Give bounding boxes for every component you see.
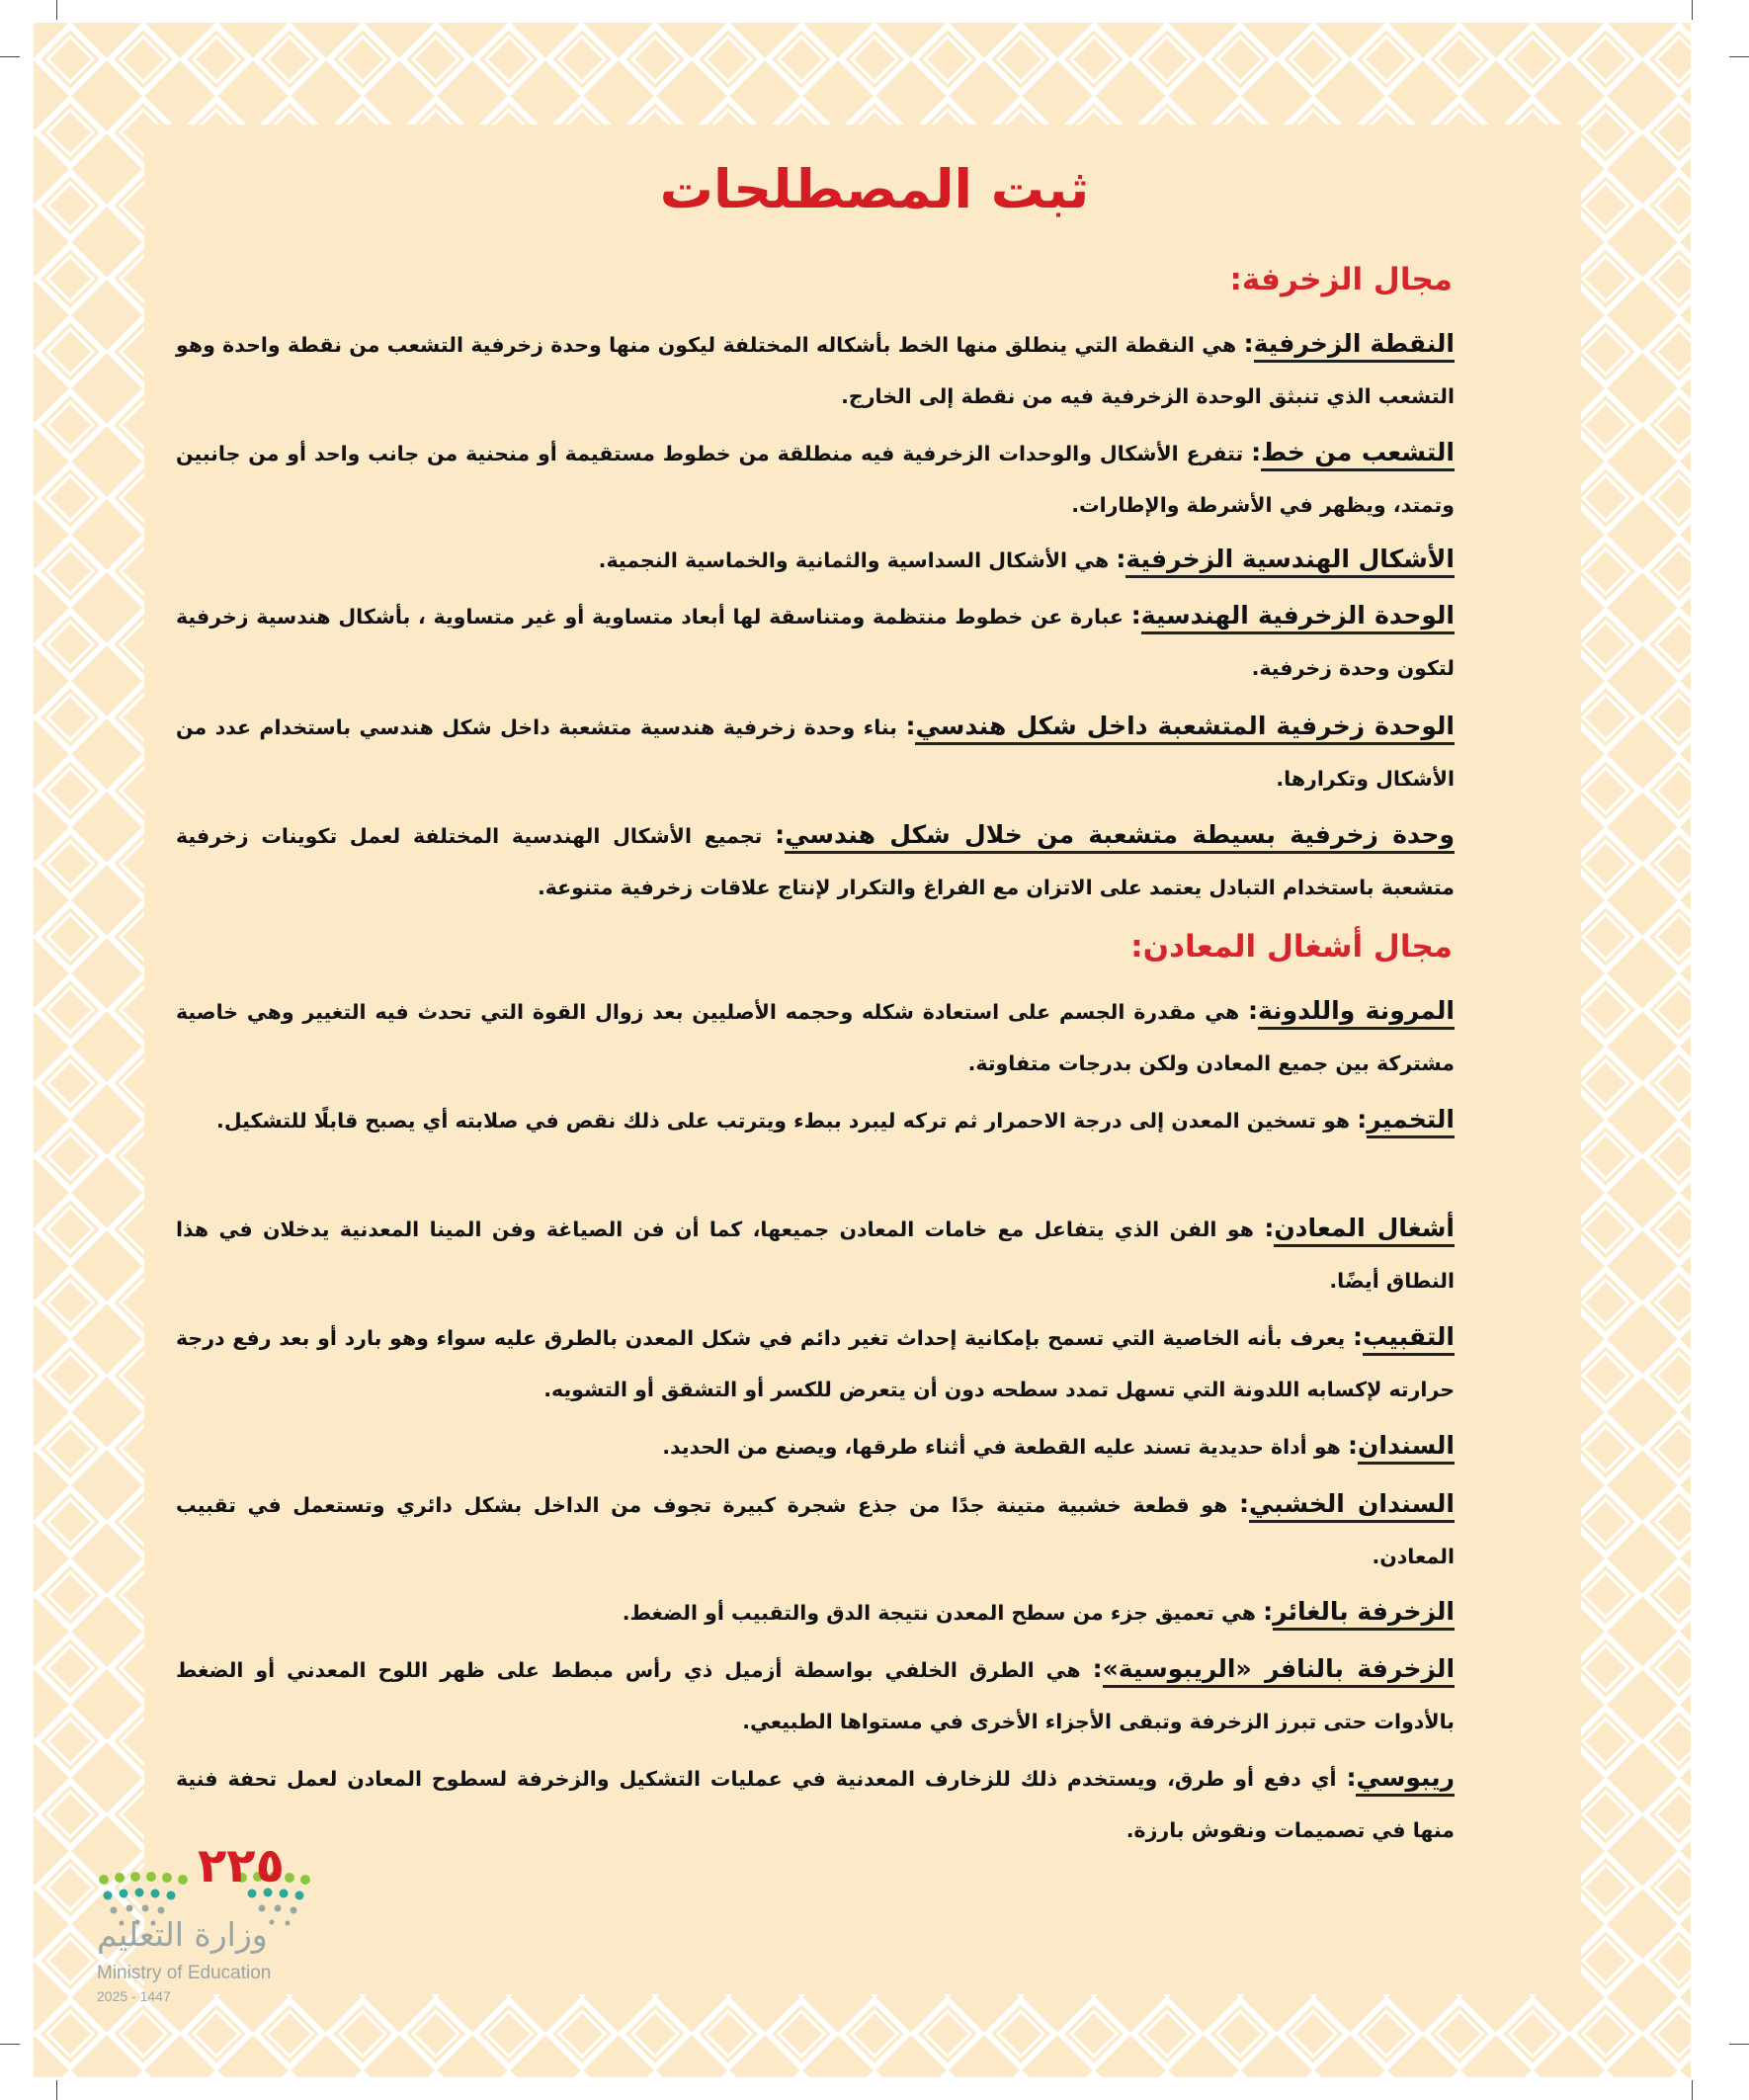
glossary-entry: الأشكال الهندسية الزخرفية: هي الأشكال السداسية والثمانية والخماسية النجمية. — [176, 534, 1455, 586]
term: الأشكال الهندسية الزخرفية — [1125, 545, 1455, 578]
term: الوحدة زخرفية المتشعبة داخل شكل هندسي — [915, 712, 1455, 745]
definition: أي دفع أو طرق، ويستخدم ذلك للزخارف المعدنية في عمليات التشكيل والزخرفة لسطوح المعادن لعمل تحفة فنية منها في تصميمات ونقوش بارزة. — [176, 1767, 1455, 1842]
crop-mark — [1729, 56, 1749, 57]
glossary-entry: التقبيب: يعرف بأنه الخاصية التي تسمح بإمكانية إحداث تغير دائم في شكل المعدن بالطرق عليه سواء وهو بارد أو بعد رفع درجة حرارته لإكسابه اللدونة التي تسهل تمدد سطحه دون أن يتعرض للكسر أو التشقق أو التشويه. — [176, 1322, 1455, 1401]
term: التخمير — [1367, 1105, 1455, 1138]
term: السندان — [1358, 1431, 1455, 1465]
definition: عبارة عن خطوط منتظمة ومتناسقة لها أبعاد متساوية أو غير متساوية ، بأشكال هندسية زخرفية لتكون وحدة زخرفية. — [176, 605, 1455, 680]
glossary-entry: التشعب من خط: تتفرع الأشكال والوحدات الزخرفية فيه منطلقة من خطوط مستقيمة أو منحنية من جانب واحد أو من جانبين وتمتد، ويظهر في الأشرطة والإطارات. — [176, 438, 1455, 517]
definition: تجميع الأشكال الهندسية المختلفة لعمل تكوينات زخرفية متشعبة باستخدام التبادل يعتمد على الاتزان مع الفراغ والتكرار لإنتاج علاقات زخرفية متنوعة. — [176, 824, 1455, 899]
glossary-entry: السندان: هو أداة حديدية تسند عليه القطعة في أثناء طرقها، ويصنع من الحديد. — [176, 1420, 1455, 1472]
ministry-name-arabic: وزارة التعليم — [97, 1915, 268, 1954]
term: النقطة الزخرفية — [1254, 329, 1455, 363]
term: الوحدة الزخرفية الهندسية — [1141, 601, 1455, 634]
term: السندان الخشبي — [1249, 1489, 1455, 1523]
definition: هي الأشكال السداسية والثمانية والخماسية النجمية. — [598, 548, 1117, 572]
definition: يعرف بأنه الخاصية التي تسمح بإمكانية إحداث تغير دائم في شكل المعدن بالطرق عليه سواء وهو بارد أو بعد رفع درجة حرارته لإكسابه اللدونة التي تسهل تمدد سطحه دون أن يتعرض للكسر أو التشقق أو التشويه. — [176, 1326, 1455, 1401]
term: الزخرفة بالغائر — [1273, 1597, 1455, 1631]
term: الزخرفة بالنافر «الريبوسية» — [1103, 1654, 1455, 1688]
glossary-entry: وحدة زخرفية بسيطة متشعبة من خلال شكل هندسي: تجميع الأشكال الهندسية المختلفة لعمل تكوينات زخرفية متشعبة باستخدام التبادل يعتمد على الاتزان مع الفراغ والتكرار لإنتاج علاقات زخرفية متنوعة. — [176, 820, 1455, 899]
crop-mark — [56, 2080, 57, 2100]
crop-mark — [1692, 0, 1693, 20]
crop-mark — [1692, 2080, 1693, 2100]
definition: هي النقطة التي ينطلق منها الخط بأشكاله المختلفة ليكون منها وحدة زخرفية التشعب من نقطة واحدة وهو التشعب الذي تنبثق الوحدة الزخرفية فيه من نقطة إلى الخارج. — [176, 333, 1455, 408]
ministry-name-english: Ministry of Education — [97, 1963, 272, 1983]
definition: تتفرع الأشكال والوحدات الزخرفية فيه منطلقة من خطوط مستقيمة أو منحنية من جانب واحد أو من جانبين وتمتد، ويظهر في الأشرطة والإطارات. — [176, 442, 1455, 517]
term: ريبوسي — [1356, 1763, 1455, 1797]
definition: بناء وحدة زخرفية هندسية متشعبة داخل شكل هندسي باستخدام عدد من الأشكال وتكرارها. — [176, 715, 1455, 791]
term: وحدة زخرفية بسيطة متشعبة من خلال شكل هندسي — [785, 820, 1455, 854]
glossary-entry: الزخرفة بالغائر: هي تعميق جزء من سطح المعدن نتيجة الدق والتقبيب أو الضغط. — [176, 1586, 1455, 1638]
definition: هو أداة حديدية تسند عليه القطعة في أثناء طرقها، ويصنع من الحديد. — [662, 1435, 1349, 1459]
section-heading-metalwork: مجال أشغال المعادن: — [1130, 929, 1453, 965]
definition: هو قطعة خشبية متينة جدًا من جذع شجرة كبيرة تجوف من الداخل بشكل دائري وتستعمل في تقبيب المعادن. — [176, 1493, 1455, 1568]
definition: هي تعميق جزء من سطح المعدن نتيجة الدق والتقبيب أو الضغط. — [622, 1601, 1264, 1625]
glossary-entry: الزخرفة بالنافر «الريبوسية»: هي الطرق الخلفي بواسطة أزميل ذي رأس مبطط على ظهر اللوح المعدني أو الضغط بالأدوات حتى تبرز الزخرفة وتبقى الأجزاء الأخرى في مستواها الطبيعي. — [176, 1654, 1456, 1733]
glossary-entry: الوحدة زخرفية المتشعبة داخل شكل هندسي: بناء وحدة زخرفية هندسية متشعبة داخل شكل هندسي باستخدام عدد من الأشكال وتكرارها. — [176, 712, 1455, 791]
edition-year: 2025 - 1447 — [97, 1988, 171, 2004]
glossary-entry: التخمير: هو تسخين المعدن إلى درجة الاحمرار ثم تركه ليبرد ببطء ويترتب على ذلك نقص في صلابته أي يصبح قابلًا للتشكيل. — [176, 1094, 1455, 1146]
crop-mark — [56, 0, 57, 20]
term: التشعب من خط — [1261, 438, 1455, 471]
definition: هي مقدرة الجسم على استعادة شكله وحجمه الأصليين بعد زوال القوة التي تحدث فيه التغيير وهي خاصية مشتركة بين جميع المعادن ولكن بدرجات متفاوتة. — [176, 1000, 1455, 1075]
term: المرونة واللدونة — [1258, 996, 1455, 1030]
crop-mark — [0, 56, 20, 57]
page-number: ٢٢٥ — [198, 1838, 285, 1893]
term: التقبيب — [1363, 1322, 1455, 1356]
glossary-entry: أشغال المعادن: هو الفن الذي يتفاعل مع خامات المعادن جميعها، كما أن فن الصياغة وفن المينا المعدنية يدخلان في هذا النطاق أيضًا. — [176, 1214, 1455, 1293]
glossary-entry: الوحدة الزخرفية الهندسية: عبارة عن خطوط منتظمة ومتناسقة لها أبعاد متساوية أو غير متساوية ، بأشكال هندسية زخرفية لتكون وحدة زخرفية. — [176, 601, 1455, 680]
crop-mark — [0, 2044, 20, 2045]
glossary-entry: النقطة الزخرفية: هي النقطة التي ينطلق منها الخط بأشكاله المختلفة ليكون منها وحدة زخرفية التشعب من نقطة واحدة وهو التشعب الذي تنبثق الوحدة الزخرفية فيه من نقطة إلى الخارج. — [176, 329, 1455, 408]
glossary-entry: ريبوسي: أي دفع أو طرق، ويستخدم ذلك للزخارف المعدنية في عمليات التشكيل والزخرفة لسطوح المعادن لعمل تحفة فنية منها في تصميمات ونقوش بارزة. — [176, 1763, 1455, 1842]
crop-mark — [1729, 2044, 1749, 2045]
definition: هو تسخين المعدن إلى درجة الاحمرار ثم تركه ليبرد ببطء ويترتب على ذلك نقص في صلابته أي يصبح قابلًا للتشكيل. — [216, 1109, 1358, 1133]
term: أشغال المعادن — [1274, 1214, 1455, 1247]
page-title: ثبت المصطلحات — [659, 158, 1090, 220]
definition: هي الطرق الخلفي بواسطة أزميل ذي رأس مبطط على ظهر اللوح المعدني أو الضغط بالأدوات حتى تبرز الزخرفة وتبقى الأجزاء الأخرى في مستواها الطبيعي. — [176, 1658, 1455, 1733]
glossary-entry: المرونة واللدونة: هي مقدرة الجسم على استعادة شكله وحجمه الأصليين بعد زوال القوة التي تحدث فيه التغيير وهي خاصية مشتركة بين جميع المعادن ولكن بدرجات متفاوتة. — [176, 996, 1455, 1075]
section-heading-decoration: مجال الزخرفة: — [1229, 262, 1453, 297]
definition: هو الفن الذي يتفاعل مع خامات المعادن جميعها، كما أن فن الصياغة وفن المينا المعدنية يدخلان في هذا النطاق أيضًا. — [176, 1218, 1455, 1293]
glossary-entry: السندان الخشبي: هو قطعة خشبية متينة جدًا من جذع شجرة كبيرة تجوف من الداخل بشكل دائري وتستعمل في تقبيب المعادن. — [176, 1489, 1455, 1568]
